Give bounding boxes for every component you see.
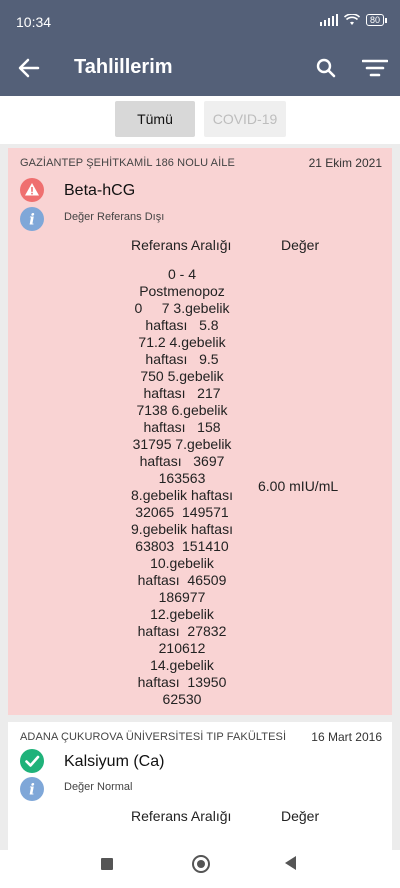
- test-name: Kalsiyum (Ca): [64, 753, 165, 770]
- info-icon[interactable]: [20, 207, 44, 231]
- reference-range-header: Referans Aralığı: [131, 808, 232, 824]
- reference-range-line: haftası 9.5: [145, 351, 219, 367]
- reference-range-line: 186977: [158, 589, 206, 605]
- reference-range-line: 0 - 4: [167, 266, 196, 282]
- status-text: Değer Normal: [64, 781, 133, 793]
- reference-range-line: Postmenopoz: [139, 283, 225, 299]
- reference-range-line: haftası 5.8: [145, 317, 219, 333]
- reference-range-line: haftası 158: [143, 419, 221, 435]
- reference-range-line: 163563: [158, 470, 206, 486]
- result-date: 16 Mart 2016: [311, 730, 382, 744]
- reference-range-line: haftası 217: [143, 385, 221, 401]
- reference-range-line: 71.2 4.gebelik: [138, 334, 226, 350]
- value-header: Değer: [281, 237, 320, 253]
- search-icon[interactable]: [314, 56, 338, 80]
- reference-range-line: 62530: [162, 691, 202, 707]
- institution-name: ADANA ÇUKUROVA ÜNİVERSİTESİ TIP FAKÜLTESİ: [20, 731, 287, 743]
- reference-range-text: [124, 266, 240, 708]
- nav-back-icon[interactable]: [285, 856, 296, 870]
- test-name: Beta-hCG: [64, 182, 136, 199]
- reference-range-line: 10.gebelik: [150, 555, 214, 571]
- filter-bar: [0, 96, 400, 144]
- result-card[interactable]: [8, 722, 392, 850]
- filter-icon[interactable]: [362, 58, 388, 78]
- wifi-icon: [344, 14, 360, 26]
- reference-range-line: 9.gebelik haftası: [131, 521, 233, 537]
- filter-chip-covid[interactable]: COVID-19: [204, 101, 286, 137]
- status-time: 10:34: [16, 14, 52, 30]
- reference-range-line: 8.gebelik haftası: [131, 487, 233, 503]
- status-text: Değer Referans Dışı: [64, 211, 165, 223]
- back-arrow-icon[interactable]: [16, 56, 42, 80]
- reference-range-line: 12.gebelik: [150, 606, 214, 622]
- recents-icon[interactable]: [101, 858, 113, 870]
- svg-text:i: i: [29, 210, 35, 229]
- reference-range-line: 63803 151410: [135, 538, 229, 554]
- svg-text:i: i: [29, 780, 35, 799]
- reference-range-line: 31795 7.gebelik: [132, 436, 232, 452]
- results-list[interactable]: [0, 144, 400, 850]
- system-icons: [320, 14, 384, 26]
- result-value: 6.00 mIU/mL: [258, 478, 339, 494]
- home-icon[interactable]: [192, 855, 210, 873]
- reference-range-line: haftası 46509: [137, 572, 227, 588]
- status-bar: [0, 0, 400, 40]
- system-nav-bar: [0, 850, 400, 888]
- warning-icon: [20, 178, 44, 202]
- filter-chip-all[interactable]: Tümü: [115, 101, 195, 137]
- institution-name: GAZİANTEP ŞEHİTKAMİL 186 NOLU AİLE: [20, 157, 235, 169]
- reference-range-line: 0 7 3.gebelik: [134, 300, 230, 316]
- reference-range-line: 14.gebelik: [150, 657, 214, 673]
- result-card[interactable]: [8, 148, 392, 715]
- value-header: Değer: [281, 808, 320, 824]
- battery-icon: 80: [366, 14, 384, 26]
- page-title: Tahlillerim: [74, 56, 173, 78]
- reference-range-line: haftası 3697: [139, 453, 225, 469]
- check-icon: [20, 749, 44, 773]
- reference-range-line: 32065 149571: [135, 504, 229, 520]
- reference-range-header: Referans Aralığı: [131, 237, 232, 253]
- app-bar: [0, 40, 400, 96]
- info-icon[interactable]: [20, 777, 44, 801]
- reference-range-line: 750 5.gebelik: [140, 368, 224, 384]
- reference-range-line: 210612: [158, 640, 206, 656]
- result-date: 21 Ekim 2021: [308, 156, 382, 170]
- signal-icon: [320, 14, 338, 26]
- reference-range-line: haftası 27832: [137, 623, 227, 639]
- reference-range-line: haftası 13950: [137, 674, 227, 690]
- reference-range-line: 7138 6.gebelik: [136, 402, 228, 418]
